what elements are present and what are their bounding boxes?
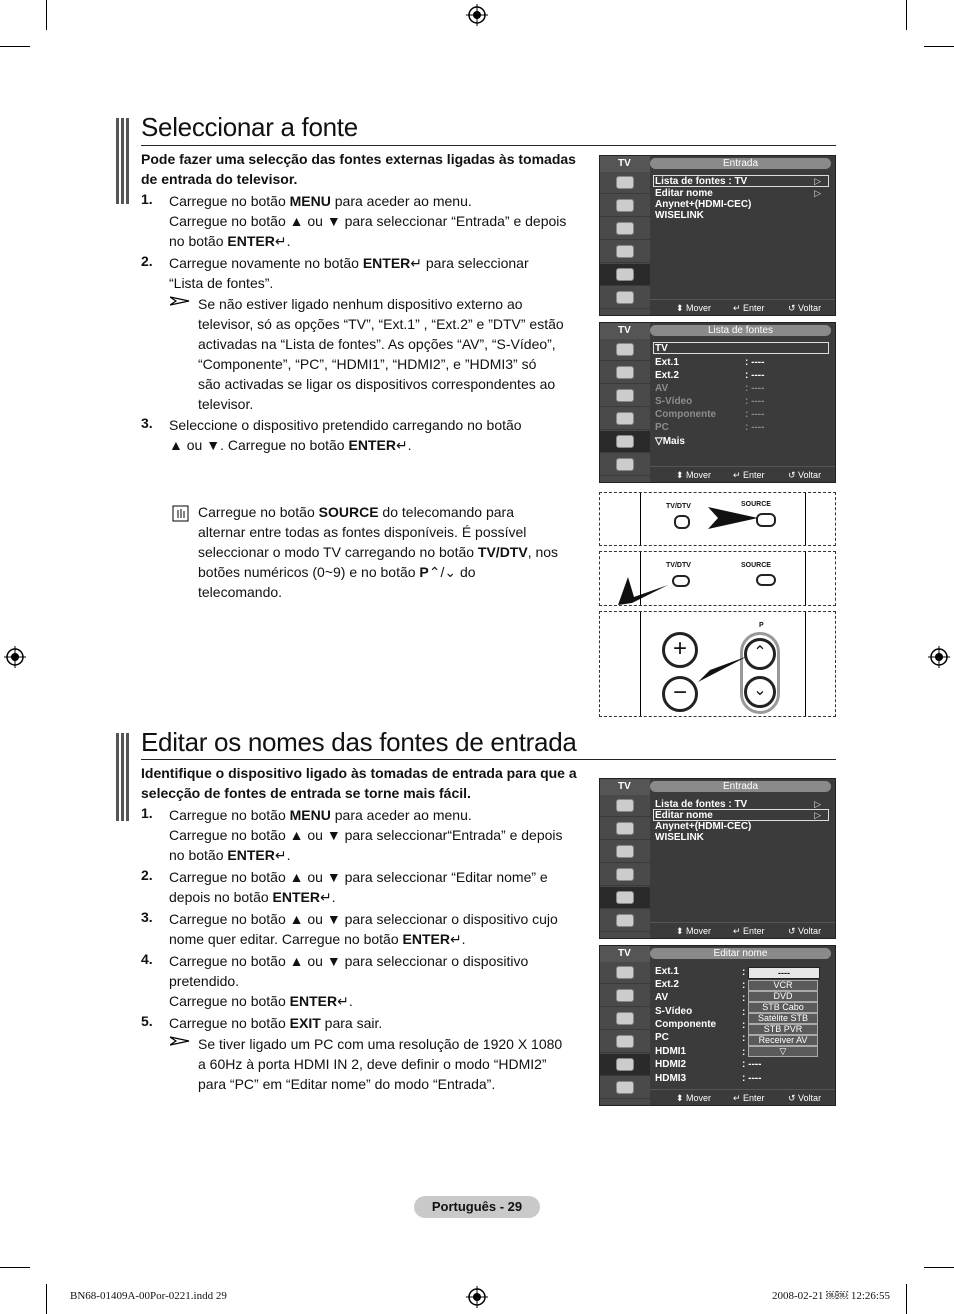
setup-icon (616, 1035, 634, 1048)
channel-icon (616, 845, 634, 858)
channel-icon (616, 222, 634, 235)
osd-menu-entrada: TV Entrada Lista de fontes : TV ▷ Editar nome ▷ Anynet+(HDMI-CEC) WISELINK ⬍ Mover ↵ Enter ↺ Voltar (599, 155, 836, 316)
step-text: Carregue novamente no botão ENTER↵ para seleccionar “Lista de fontes”. (169, 255, 529, 291)
name-option[interactable]: Satélite STB (748, 1013, 818, 1024)
step-text: Carregue no botão MENU para aceder ao menu. Carregue no botão ▲ ou ▼ para seleccionar “Entrada” e depois no botão ENTER↵. (169, 193, 567, 249)
scroll-down-icon[interactable]: ▽ (748, 1046, 818, 1057)
name-options-list (748, 980, 818, 1057)
channel-icon (616, 389, 634, 402)
input-icon (616, 435, 634, 448)
application-icon (616, 291, 634, 304)
remote-channel-picture: P + − ⌃ ⌄ (599, 611, 836, 717)
osd-header: Editar nome (650, 948, 831, 959)
menu-item[interactable]: Lista de fontes : TV (655, 799, 748, 810)
menu-item[interactable]: Anynet+(HDMI-CEC) (655, 821, 752, 832)
osd-header: Lista de fontes (650, 325, 831, 336)
crop-mark (924, 1267, 954, 1268)
name-option[interactable]: VCR (748, 980, 818, 991)
step-number: 3. (141, 415, 153, 431)
step-text: Carregue no botão MENU para aceder ao menu. Carregue no botão ▲ ou ▼ para seleccionar“Entrada” e depois no botão ENTER↵. (169, 807, 563, 863)
menu-item[interactable]: Editar nome (655, 188, 713, 199)
print-slug: BN68-01409A-00Por-0221.indd 29 (70, 1290, 227, 1302)
osd-menu-lista-fontes: TV Lista de fontes TV Ext.1 : ---- Ext.2 : ---- AV : ---- S-Vídeo : ---- Componente : ---- PC : ---- ▽Mais ⬍ Mover ↵ Enter ↺ Voltar (599, 322, 836, 483)
input-icon (616, 891, 634, 904)
step-text: Carregue no botão ▲ ou ▼ para seleccionar o dispositivo pretendido. Carregue no botão ENTER↵. (169, 953, 529, 1009)
name-option[interactable]: DVD (748, 991, 818, 1002)
input-icon (616, 1058, 634, 1071)
picture-icon (616, 343, 634, 356)
note-text: Se não estiver ligado nenhum dispositivo externo ao televisor, só as opções “TV”, “Ext.1” , “Ext.2” e ”DTV” estão activadas na “Lista de fontes”. As opções “AV”, “S-Vídeo”, “Componente”, “PC”, “HDMI1”, “HDMI2”, e ”HDMI3” só são activadas se ligar os dispositivos correspondentes ao televisor. (198, 296, 564, 412)
menu-item[interactable]: Lista de fontes : TV (655, 176, 748, 187)
sound-icon (616, 366, 634, 379)
crop-mark (0, 1267, 30, 1268)
section-intro: Pode fazer uma selecção das fontes externas ligadas às tomadas de entrada do televisor. (141, 151, 576, 187)
setup-icon (616, 868, 634, 881)
registration-mark-icon (4, 646, 26, 668)
osd-tv-label: TV (600, 156, 650, 172)
section-intro: Identifique o dispositivo ligado às tomadas de entrada para que a selecção de fontes de entrada se torne mais fácil. (141, 765, 577, 801)
setup-icon (616, 412, 634, 425)
section-title: Seleccionar a fonte (141, 112, 358, 142)
remote-source-picture: TV/DTV SOURCE (599, 492, 836, 546)
osd-footer: ⬍ Mover ↵ Enter ↺ Voltar (650, 299, 835, 315)
step-text: Carregue no botão ▲ ou ▼ para seleccionar o dispositivo cujo nome quer editar. Carregue no botão ENTER↵. (169, 911, 558, 947)
application-icon (616, 1081, 634, 1094)
sound-icon (616, 989, 634, 1002)
step-number: 2. (141, 253, 153, 269)
crop-mark (924, 46, 954, 47)
step-text: Seleccione o dispositivo pretendido carregando no botão ▲ ou ▼. Carregue no botão ENTER↵. (169, 417, 522, 453)
page-number-badge: Português - 29 (414, 1196, 540, 1218)
crop-mark (46, 1284, 47, 1314)
registration-mark-icon (466, 1286, 488, 1308)
sound-icon (616, 822, 634, 835)
picture-icon (616, 176, 634, 189)
step-number: 1. (141, 805, 153, 821)
setup-icon (616, 245, 634, 258)
name-option[interactable]: STB Cabo (748, 1002, 818, 1013)
registration-mark-icon (466, 4, 488, 26)
crop-mark (906, 1284, 907, 1314)
menu-item[interactable]: WISELINK (655, 210, 704, 221)
step-number: 4. (141, 951, 153, 967)
osd-menu-entrada: TV Entrada Lista de fontes : TV ▷ Editar nome ▷ Anynet+(HDMI-CEC) WISELINK ⬍ Mover ↵ Enter ↺ Voltar (599, 778, 836, 939)
step-number: 5. (141, 1013, 153, 1029)
step-number: 1. (141, 191, 153, 207)
menu-item[interactable]: WISELINK (655, 832, 704, 843)
note-arrow-icon (170, 1036, 190, 1046)
name-option[interactable]: Receiver AV (748, 1035, 818, 1046)
source-item[interactable]: TV (655, 343, 668, 354)
note-arrow-icon (170, 296, 190, 306)
step-number: 2. (141, 867, 153, 883)
sound-icon (616, 199, 634, 212)
input-icon (616, 268, 634, 281)
crop-mark (46, 0, 47, 30)
title-rule (141, 759, 836, 760)
picture-icon (616, 799, 634, 812)
section-title: Editar os nomes das fontes de entrada (141, 727, 577, 757)
crop-mark (906, 0, 907, 30)
menu-item[interactable]: Anynet+(HDMI-CEC) (655, 199, 752, 210)
crop-mark (0, 46, 30, 47)
name-option[interactable]: STB PVR (748, 1024, 818, 1035)
selected-name-field[interactable]: ---- (748, 967, 820, 979)
print-slug: 2008-02-21 ￼￼ 12:26:55 (772, 1290, 890, 1302)
section-bar (116, 733, 131, 821)
title-rule (141, 145, 836, 146)
step-number: 3. (141, 909, 153, 925)
menu-item[interactable]: Editar nome (655, 810, 713, 821)
registration-mark-icon (928, 646, 950, 668)
step-text: Carregue no botão ▲ ou ▼ para seleccionar “Editar nome” e depois no botão ENTER↵. (169, 869, 548, 905)
application-icon (616, 458, 634, 471)
note-text: Se tiver ligado um PC com uma resolução de 1920 X 1080 a 60Hz à porta HDMI IN 2, deve definir o modo “HDMI2” para “PC” em “Editar nome” do modo “Entrada”. (198, 1036, 563, 1092)
section-bar (116, 118, 131, 204)
remote-tvdtv-picture: TV/DTV SOURCE (599, 551, 836, 606)
step-text: Carregue no botão EXIT para sair. (169, 1015, 383, 1031)
osd-header: Entrada (650, 158, 831, 169)
picture-icon (616, 966, 634, 979)
osd-menu-editar-nome: TV Editar nome Ext.1 Ext.2 AV S-Vídeo Componente PC HDMI1 HDMI2 HDMI3 : : : : : : : : ---- : ---- ---- VCR DVD STB Cabo Satélite STB STB PVR Receiver AV ▽ ⬍ Mover ↵ Enter ↺ Voltar (599, 945, 836, 1106)
osd-header: Entrada (650, 781, 831, 792)
channel-icon (616, 1012, 634, 1025)
tip-text: Carregue no botão SOURCE do telecomando para alternar entre todas as fontes disponíveis. É possível seleccionar o modo TV carregando no botão TV/DTV, nos botões numéricos (0~9) e no botão P⌃/⌄ do telecomando. (198, 504, 559, 600)
more-item[interactable]: ▽Mais (655, 436, 685, 447)
remote-tip-icon (172, 505, 189, 522)
application-icon (616, 914, 634, 927)
